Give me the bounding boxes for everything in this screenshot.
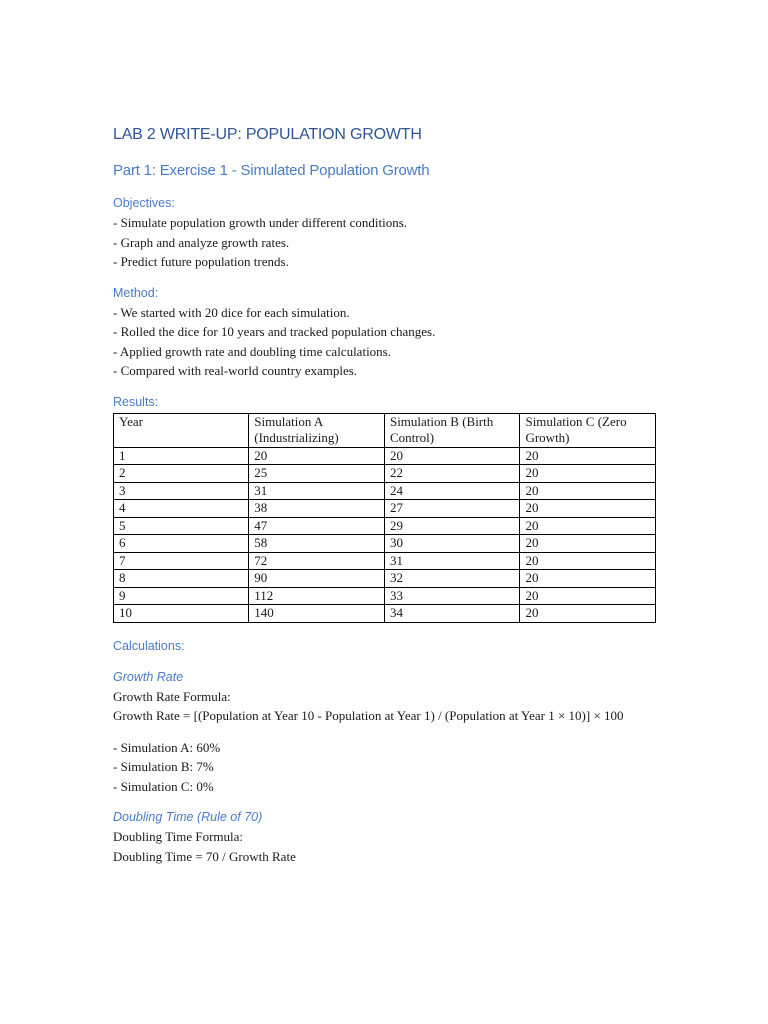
table-cell: 5 xyxy=(114,517,249,535)
document-page xyxy=(113,124,653,866)
objectives-section xyxy=(113,194,653,272)
table-cell: 58 xyxy=(249,535,385,553)
table-row xyxy=(114,587,656,605)
growth-rate-result: - Simulation A: 60% xyxy=(113,739,221,755)
table-cell: 72 xyxy=(249,552,385,570)
table-cell: 9 xyxy=(114,587,249,605)
growth-rate-formula: Growth Rate = [(Population at Year 10 - Population at Year 1) / (Population at Year 1 × 10)] × 100 xyxy=(113,708,624,723)
part-heading: Part 1: Exercise 1 - Simulated Population Growth xyxy=(113,162,430,179)
table-cell: 47 xyxy=(249,517,385,535)
table-cell: 20 xyxy=(520,535,656,553)
table-cell: 33 xyxy=(384,587,520,605)
table-cell: 20 xyxy=(384,447,520,465)
column-header: Simulation A (Industrializing) xyxy=(249,413,385,447)
table-cell: 22 xyxy=(384,465,520,483)
table-cell: 27 xyxy=(384,500,520,518)
table-cell: 20 xyxy=(520,465,656,483)
growth-rate-result: - Simulation B: 7% xyxy=(113,759,214,774)
doubling-time-heading: Doubling Time (Rule of 70) xyxy=(113,810,263,824)
table-row xyxy=(114,465,656,483)
objective-item: - Graph and analyze growth rates. xyxy=(113,234,290,250)
table-cell: 20 xyxy=(520,517,656,535)
doubling-time-formula: Doubling Time = 70 / Growth Rate xyxy=(113,848,296,864)
calculations-heading: Calculations: xyxy=(113,638,185,653)
table-row xyxy=(114,570,656,588)
table-cell: 1 xyxy=(114,447,249,465)
table-cell: 20 xyxy=(520,500,656,518)
table-cell: 7 xyxy=(114,552,249,570)
table-cell: 6 xyxy=(114,535,249,553)
method-item: - Compared with real-world country examples. xyxy=(113,363,358,378)
column-header: Simulation B (Birth Control) xyxy=(384,413,520,447)
objectives-heading: Objectives: xyxy=(113,196,175,210)
table-cell: 8 xyxy=(114,570,249,588)
table-cell: 90 xyxy=(249,570,385,588)
table-cell: 24 xyxy=(384,482,520,500)
growth-rate-formula-label: Growth Rate Formula: xyxy=(113,688,231,704)
method-section xyxy=(113,284,653,381)
table-row xyxy=(114,552,656,570)
results-table xyxy=(113,413,656,623)
results-heading: Results: xyxy=(113,394,159,409)
table-cell: 25 xyxy=(249,465,385,483)
table-cell: 32 xyxy=(384,570,520,588)
table-cell: 29 xyxy=(384,517,520,535)
table-cell: 20 xyxy=(520,447,656,465)
table-cell: 20 xyxy=(520,587,656,605)
growth-rate-heading: Growth Rate xyxy=(113,669,184,684)
table-row xyxy=(114,447,656,465)
table-header-row xyxy=(114,413,656,447)
doubling-time-formula-label: Doubling Time Formula: xyxy=(113,829,244,844)
table-cell: 4 xyxy=(114,500,249,518)
table-row xyxy=(114,482,656,500)
table-cell: 34 xyxy=(384,605,520,623)
table-cell: 10 xyxy=(114,605,249,623)
table-cell: 30 xyxy=(384,535,520,553)
table-cell: 3 xyxy=(114,482,249,500)
column-header: Simulation C (Zero Growth) xyxy=(520,413,656,447)
method-item: - Rolled the dice for 10 years and tracked population changes. xyxy=(113,324,436,339)
growth-rate-result: - Simulation C: 0% xyxy=(113,778,214,794)
document-title: LAB 2 WRITE-UP: POPULATION GROWTH xyxy=(113,126,422,143)
table-cell: 20 xyxy=(520,605,656,623)
growth-rate-results xyxy=(113,738,653,797)
objective-item: - Simulate population growth under different conditions. xyxy=(113,215,408,230)
table-cell: 112 xyxy=(249,587,385,605)
results-section xyxy=(113,393,653,623)
growth-rate-section xyxy=(113,668,653,726)
column-header: Year xyxy=(114,413,249,447)
table-cell: 31 xyxy=(384,552,520,570)
table-row xyxy=(114,500,656,518)
doubling-time-section xyxy=(113,808,653,866)
table-cell: 2 xyxy=(114,465,249,483)
table-row xyxy=(114,605,656,623)
table-cell: 38 xyxy=(249,500,385,518)
table-cell: 140 xyxy=(249,605,385,623)
table-row xyxy=(114,517,656,535)
table-cell: 20 xyxy=(520,482,656,500)
table-cell: 31 xyxy=(249,482,385,500)
method-item: - Applied growth rate and doubling time calculations. xyxy=(113,343,391,359)
objective-item: - Predict future population trends. xyxy=(113,254,289,269)
method-item: - We started with 20 dice for each simulation. xyxy=(113,304,350,320)
method-heading: Method: xyxy=(113,285,159,300)
table-cell: 20 xyxy=(520,570,656,588)
table-cell: 20 xyxy=(520,552,656,570)
table-cell: 20 xyxy=(249,447,385,465)
table-row xyxy=(114,535,656,553)
calculations-section xyxy=(113,637,653,656)
